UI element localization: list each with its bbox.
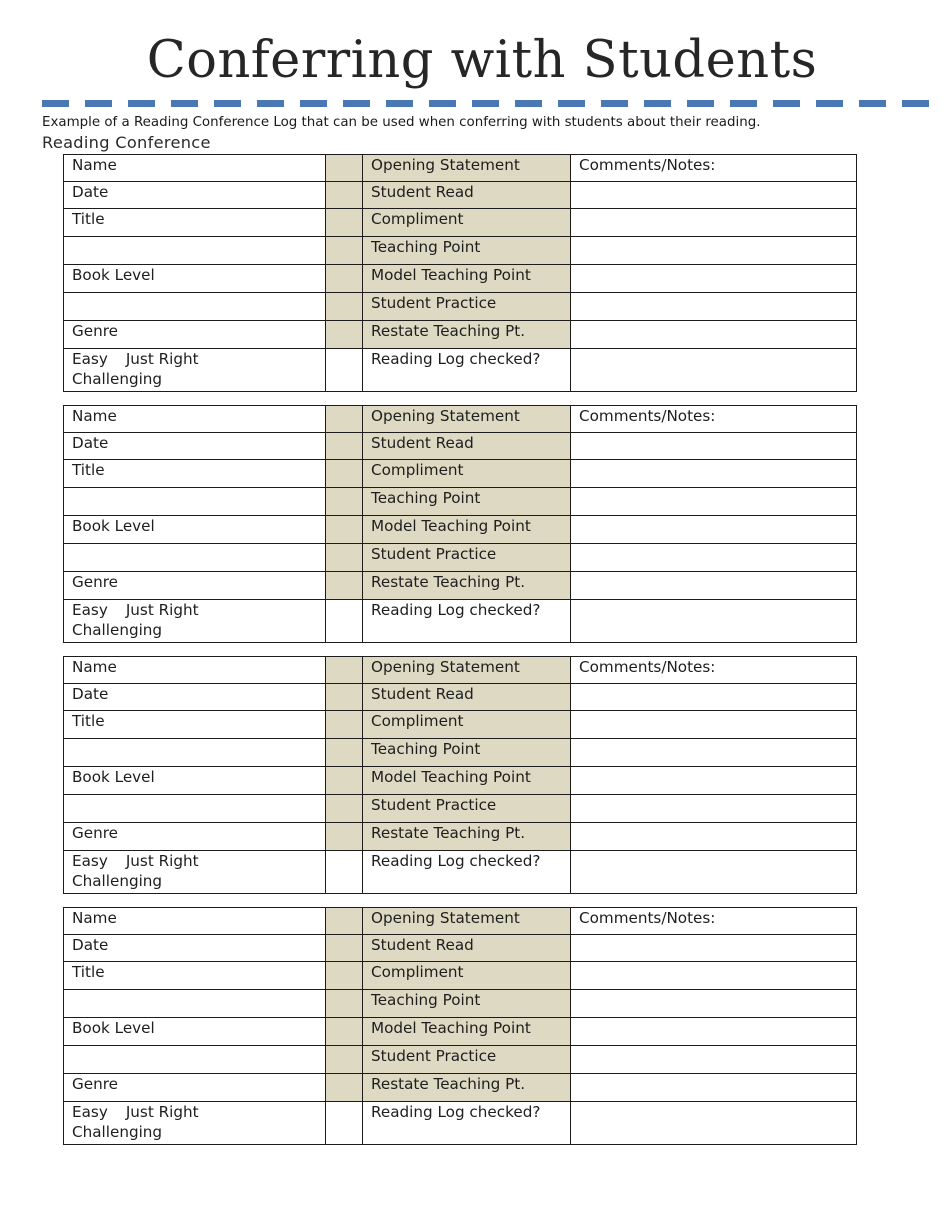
conference-step-label: Restate Teaching Pt. (363, 823, 571, 851)
comments-cell (571, 823, 857, 851)
conference-step-label: Teaching Point (363, 237, 571, 265)
conference-step-label: Student Read (363, 935, 571, 962)
section-heading: Reading Conference (42, 133, 211, 152)
step-checkbox-cell (326, 823, 363, 851)
comments-label: Comments/Notes: (571, 155, 857, 182)
reading-level-options (64, 600, 326, 643)
student-field-label: Book Level (64, 265, 326, 293)
log-row (64, 155, 857, 182)
conference-step-label: Model Teaching Point (363, 265, 571, 293)
log-row (64, 935, 857, 962)
conference-step-label: Model Teaching Point (363, 1018, 571, 1046)
log-row (64, 572, 857, 600)
reading-level-options (64, 1102, 326, 1145)
comments-cell (571, 851, 857, 894)
comments-cell (571, 516, 857, 544)
step-checkbox-cell (326, 488, 363, 516)
level-option-challenging: Challenging (72, 370, 163, 388)
student-field-label: Date (64, 182, 326, 209)
conference-step-label: Compliment (363, 209, 571, 237)
comments-cell (571, 209, 857, 237)
step-checkbox-cell (326, 962, 363, 990)
student-field-label: Date (64, 684, 326, 711)
student-field-label: Name (64, 155, 326, 182)
step-checkbox-cell (326, 795, 363, 823)
log-row (64, 823, 857, 851)
log-row (64, 1046, 857, 1074)
conference-step-label: Compliment (363, 962, 571, 990)
step-checkbox-cell (326, 711, 363, 739)
page-title: Conferring with Students (146, 31, 818, 90)
conference-step-label: Opening Statement (363, 155, 571, 182)
conference-step-label: Student Read (363, 433, 571, 460)
log-row (64, 460, 857, 488)
student-field-label (64, 990, 326, 1018)
step-checkbox-cell (326, 990, 363, 1018)
log-row (64, 237, 857, 265)
log-row (64, 544, 857, 572)
reading-log-check-label: Reading Log checked? (363, 851, 571, 894)
level-option-just-right: Just Right (125, 1103, 199, 1121)
step-checkbox-cell (326, 1046, 363, 1074)
log-check-cell (326, 600, 363, 643)
step-checkbox-cell (326, 935, 363, 962)
level-option-just-right: Just Right (125, 852, 199, 870)
reading-log-check-label: Reading Log checked? (363, 349, 571, 392)
log-row (64, 767, 857, 795)
student-field-label: Title (64, 209, 326, 237)
conference-step-label: Model Teaching Point (363, 516, 571, 544)
student-field-label: Genre (64, 823, 326, 851)
conference-step-label: Student Practice (363, 544, 571, 572)
comments-cell (571, 321, 857, 349)
student-field-label (64, 544, 326, 572)
comments-cell (571, 544, 857, 572)
student-field-label: Title (64, 962, 326, 990)
level-option-challenging: Challenging (72, 621, 163, 639)
step-checkbox-cell (326, 182, 363, 209)
log-row (64, 684, 857, 711)
student-field-label: Genre (64, 1074, 326, 1102)
comments-cell (571, 433, 857, 460)
level-option-easy: Easy (72, 350, 108, 368)
log-check-cell (326, 1102, 363, 1145)
step-checkbox-cell (326, 321, 363, 349)
log-row (64, 657, 857, 684)
conference-step-label: Student Practice (363, 1046, 571, 1074)
conference-step-label: Restate Teaching Pt. (363, 321, 571, 349)
log-row (64, 851, 857, 894)
step-checkbox-cell (326, 572, 363, 600)
step-checkbox-cell (326, 1074, 363, 1102)
level-option-challenging: Challenging (72, 1123, 163, 1141)
comments-cell (571, 1074, 857, 1102)
student-field-label: Name (64, 657, 326, 684)
conference-log-table (63, 154, 857, 392)
student-field-label: Date (64, 935, 326, 962)
step-checkbox-cell (326, 739, 363, 767)
student-field-label: Name (64, 908, 326, 935)
student-field-label (64, 488, 326, 516)
comments-label: Comments/Notes: (571, 657, 857, 684)
log-row (64, 321, 857, 349)
student-field-label (64, 1046, 326, 1074)
student-field-label: Title (64, 460, 326, 488)
conference-step-label: Teaching Point (363, 488, 571, 516)
conference-log-table (63, 405, 857, 643)
level-option-easy: Easy (72, 601, 108, 619)
log-row (64, 1074, 857, 1102)
step-checkbox-cell (326, 657, 363, 684)
log-row (64, 293, 857, 321)
step-checkbox-cell (326, 433, 363, 460)
comments-cell (571, 1102, 857, 1145)
comments-cell (571, 684, 857, 711)
comments-label: Comments/Notes: (571, 908, 857, 935)
log-row (64, 182, 857, 209)
comments-cell (571, 265, 857, 293)
log-row (64, 1018, 857, 1046)
log-row (64, 406, 857, 433)
conference-step-label: Student Read (363, 684, 571, 711)
conference-step-label: Teaching Point (363, 990, 571, 1018)
comments-cell (571, 739, 857, 767)
step-checkbox-cell (326, 265, 363, 293)
reading-level-options (64, 851, 326, 894)
comments-cell (571, 962, 857, 990)
comments-label: Comments/Notes: (571, 406, 857, 433)
comments-cell (571, 767, 857, 795)
student-field-label: Book Level (64, 516, 326, 544)
comments-cell (571, 293, 857, 321)
reading-log-check-label: Reading Log checked? (363, 1102, 571, 1145)
student-field-label: Date (64, 433, 326, 460)
log-row (64, 908, 857, 935)
intro-text: Example of a Reading Conference Log that can be used when conferring with students about their reading. (42, 115, 761, 130)
conference-step-label: Model Teaching Point (363, 767, 571, 795)
conference-step-label: Student Read (363, 182, 571, 209)
conference-step-label: Student Practice (363, 293, 571, 321)
conference-step-label: Opening Statement (363, 406, 571, 433)
log-row (64, 711, 857, 739)
log-check-cell (326, 851, 363, 894)
comments-cell (571, 488, 857, 516)
student-field-label: Name (64, 406, 326, 433)
student-field-label (64, 293, 326, 321)
student-field-label (64, 739, 326, 767)
step-checkbox-cell (326, 767, 363, 795)
step-checkbox-cell (326, 1018, 363, 1046)
conference-log-table (63, 907, 857, 1145)
conference-step-label: Opening Statement (363, 908, 571, 935)
log-row (64, 349, 857, 392)
step-checkbox-cell (326, 516, 363, 544)
dashed-divider (42, 100, 936, 107)
log-row (64, 488, 857, 516)
level-option-just-right: Just Right (125, 601, 199, 619)
level-option-challenging: Challenging (72, 872, 163, 890)
comments-cell (571, 711, 857, 739)
step-checkbox-cell (326, 293, 363, 321)
conference-step-label: Opening Statement (363, 657, 571, 684)
log-row (64, 516, 857, 544)
log-row (64, 990, 857, 1018)
step-checkbox-cell (326, 460, 363, 488)
step-checkbox-cell (326, 406, 363, 433)
step-checkbox-cell (326, 155, 363, 182)
comments-cell (571, 600, 857, 643)
conference-step-label: Compliment (363, 460, 571, 488)
conference-step-label: Student Practice (363, 795, 571, 823)
student-field-label: Genre (64, 321, 326, 349)
log-row (64, 962, 857, 990)
student-field-label: Genre (64, 572, 326, 600)
comments-cell (571, 1018, 857, 1046)
conference-step-label: Restate Teaching Pt. (363, 1074, 571, 1102)
comments-cell (571, 1046, 857, 1074)
step-checkbox-cell (326, 544, 363, 572)
comments-cell (571, 237, 857, 265)
student-field-label (64, 237, 326, 265)
comments-cell (571, 795, 857, 823)
comments-cell (571, 182, 857, 209)
log-row (64, 265, 857, 293)
conference-step-label: Teaching Point (363, 739, 571, 767)
comments-cell (571, 572, 857, 600)
comments-cell (571, 460, 857, 488)
level-option-easy: Easy (72, 852, 108, 870)
comments-cell (571, 349, 857, 392)
level-option-just-right: Just Right (125, 350, 199, 368)
student-field-label: Book Level (64, 1018, 326, 1046)
step-checkbox-cell (326, 908, 363, 935)
conference-step-label: Restate Teaching Pt. (363, 572, 571, 600)
log-row (64, 600, 857, 643)
comments-cell (571, 990, 857, 1018)
step-checkbox-cell (326, 209, 363, 237)
conference-step-label: Compliment (363, 711, 571, 739)
comments-cell (571, 935, 857, 962)
student-field-label (64, 795, 326, 823)
reading-level-options (64, 349, 326, 392)
level-option-easy: Easy (72, 1103, 108, 1121)
student-field-label: Title (64, 711, 326, 739)
student-field-label: Book Level (64, 767, 326, 795)
conference-log-table (63, 656, 857, 894)
log-row (64, 795, 857, 823)
step-checkbox-cell (326, 237, 363, 265)
log-row (64, 433, 857, 460)
reading-log-check-label: Reading Log checked? (363, 600, 571, 643)
log-row (64, 209, 857, 237)
log-row (64, 1102, 857, 1145)
log-row (64, 739, 857, 767)
step-checkbox-cell (326, 684, 363, 711)
log-check-cell (326, 349, 363, 392)
